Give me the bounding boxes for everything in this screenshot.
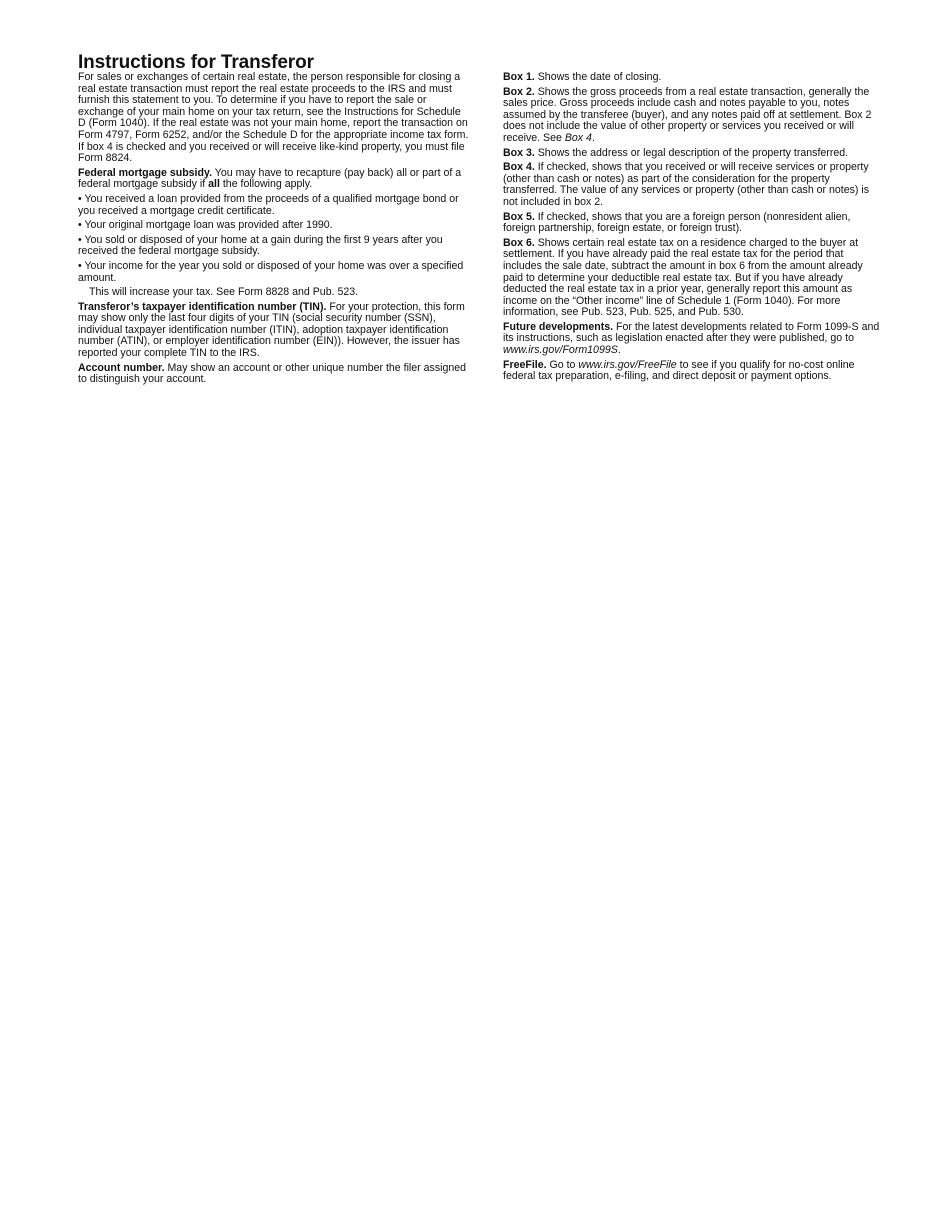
freefile-link[interactable]: www.irs.gov/FreeFile xyxy=(578,358,677,371)
box4-paragraph: Box 4. If checked, shows that you received or will receive services or property (other than cash or notes) as part of the consideration for the property transferred. The value of any services or property (other than cash or notes) is not included in box 2. xyxy=(503,161,870,208)
bullet-item: • Your income for the year you sold or disposed of your home was over a specified amount. xyxy=(78,259,464,284)
bullet-item: • Your original mortgage loan was provided after 1990. xyxy=(78,219,333,232)
bullet-item: • You sold or disposed of your home at a gain during the first 9 years after you received the federal mortgage subsidy. xyxy=(78,233,443,258)
right-column xyxy=(503,72,885,386)
page-title: Instructions for Transferor xyxy=(78,52,314,73)
box2-paragraph: Box 2. Shows the gross proceeds from a real estate transaction, generally the sales price. Gross proceeds include cash and notes payable to you, notes assumed by the transferee (buyer), and any notes paid off at settlement. Box 2 does not include the value of other property or services you received or will receive. See Box 4. xyxy=(503,85,872,144)
left-column xyxy=(78,72,470,389)
intro-paragraph: For sales or exchanges of certain real estate, the person responsible for closing a real estate transaction must report the real estate proceeds to the IRS and must furnish this statement to you. To determine if you have to report the sale or exchange of your main home on your tax return, see the Instructions for Schedule D (Form 1040). If the real estate was not your main home, report the transaction on Form 4797, Form 6252, and/or the Schedule D for the appropriate income tax form. If box 4 is checked and you received or will receive like-kind property, you must file Form 8824. xyxy=(78,71,469,165)
account-heading: Account number. xyxy=(78,361,165,374)
form1099s-link[interactable]: www.irs.gov/Form1099S xyxy=(503,344,618,357)
subsidy-heading: Federal mortgage subsidy. xyxy=(78,166,213,179)
box6-paragraph: Box 6. Shows certain real estate tax on a residence charged to the buyer at settlement. If you have already paid the real estate tax for the period that includes the sale date, subtract the amount in box 6 from the amount already paid to determine your deductible real estate tax. But if you have already deducted the real estate tax in a prior year, generally report this amount as income on the “Other income” line of Schedule 1 (Form 1040). For more information, see Pub. 523, Pub. 525, and Pub. 530. xyxy=(503,236,863,319)
future-developments-paragraph: Future developments. For the latest developments related to Form 1099-S and its instructions, such as legislation enacted after they were published, go to www.irs.gov/Form1099S. xyxy=(503,320,880,357)
freefile-paragraph: FreeFile. Go to www.irs.gov/FreeFile to see if you qualify for no-cost online federal tax preparation, e-filing, and direct deposit or payment options. xyxy=(503,358,855,383)
mortgage-subsidy-paragraph: Federal mortgage subsidy. You may have to recapture (pay back) all or part of a federal mortgage subsidy if all the following apply. xyxy=(78,166,462,191)
box5-paragraph: Box 5. If checked, shows that you are a foreign person (nonresident alien, foreign partnership, foreign estate, or foreign trust). xyxy=(503,210,851,235)
tin-heading: Transferor’s taxpayer identification number (TIN). xyxy=(78,300,327,313)
tax-increase-note: This will increase your tax. See Form 8828 and Pub. 523. xyxy=(89,286,359,299)
box3-paragraph: Box 3. Shows the address or legal description of the property transferred. xyxy=(503,146,849,159)
bullet-item: • You received a loan provided from the proceeds of a qualified mortgage bond or you received a mortgage credit certificate. xyxy=(78,192,459,217)
box1-paragraph: Box 1. Shows the date of closing. xyxy=(503,71,662,83)
account-number-paragraph: Account number. May show an account or other unique number the filer assigned to distinguish your account. xyxy=(78,361,467,386)
tin-paragraph: Transferor’s taxpayer identification number (TIN). For your protection, this form may show only the last four digits of your TIN (social security number (SSN), individual taxpayer identification number (ITIN), adoption taxpayer identification number (ATIN), or employer identification number (EIN)). However, the issuer has reported your complete TIN to the IRS. xyxy=(78,300,465,360)
